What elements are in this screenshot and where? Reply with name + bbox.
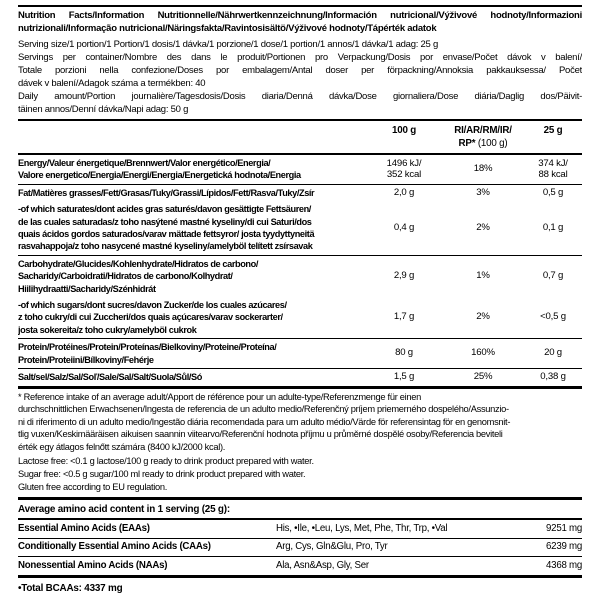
eaa-amount: 9251 mg [546, 522, 582, 534]
energy-value-100g [366, 158, 442, 181]
carbohydrate-ri-value: 1% [476, 270, 490, 282]
energy-value-25g [524, 158, 582, 181]
protein-ri-value: 160% [471, 347, 495, 359]
eaa-label: Essential Amino Acids (EAAs) [18, 522, 150, 534]
caa-list: Arg, Cys, Gln&Glu, Pro, Tyr [276, 541, 388, 553]
footnote-line: ni di riferimento di un adulto medio/Ingestão diária recomendada para um adulto médio/Värde för referensintag för en genomsnit- [18, 416, 511, 427]
saturates-ri-value: 2% [476, 221, 490, 233]
eaa-list: His, •Ile, •Leu, Lys, Met, Phe, Thr, Trp, •Val [276, 522, 448, 534]
saturates-label-line: quais ácidos gordos saturados/varav mättade fettsyror/ josta tyydyttyneitä [18, 229, 315, 240]
daily-amount-line: täinen annos/Denní dávka/Napi adag: 50 g [18, 104, 189, 115]
servings-per-container-line: dávek v balení/Adagok száma a termékben: 40 [18, 78, 206, 89]
saturates-label-line: -of which saturates/dont acides gras saturés/davon gesättigte Fettsäuren/ [18, 204, 311, 215]
sugars-label-line: z toho cukry/di cui Zuccheri/dos quais açúcares/varav sockerarter/ [18, 312, 283, 323]
amino-row-naa [18, 557, 582, 575]
energy-25g-kj: 374 kJ/ [538, 157, 568, 169]
carbohydrate-label-line: Carbohydrate/Glucides/Kohlenhydrate/Hidratos de carbono/ [18, 258, 259, 269]
protein-label [18, 341, 366, 366]
sugars-value-100g: 1,7 g [393, 311, 415, 323]
table-bottom-rule [18, 386, 582, 389]
caa-amount: 6239 mg [546, 541, 582, 553]
serving-size-line: Serving size/1 portion/1 Portion/1 dosis/1 dávka/1 porzione/1 dose/1 portion/1 annos/1 dávka/1 adag: 25 g [18, 39, 439, 50]
servings-per-container-line: Totale porzioni nella confezione/Doses por embalagem/Antal doser per förpackning/Annoksia pakkauksessa/ Počet [18, 65, 582, 76]
protein-value-100g: 80 g [395, 347, 413, 359]
column-header-ri [442, 125, 524, 150]
fat-ri-value: 3% [476, 186, 490, 198]
column-header-25g: 25 g [543, 125, 563, 136]
table-row-fat [18, 185, 582, 201]
carbohydrate-value-25g: 0,7 g [542, 270, 564, 282]
naa-label: Nonessential Amino Acids (NAAs) [18, 559, 168, 571]
total-bcaa-note: •Total BCAAs: 4337 mg [18, 582, 123, 594]
amino-row-eaa [18, 520, 582, 538]
fat-value-100g: 2,0 g [393, 186, 415, 198]
footnote-line: durchschnittlichen Erwachsenen/Ingesta de referencia de un adulto medio/Referenčný príjem priemerného dospelého/Assunzio- [18, 404, 509, 415]
top-rule [18, 5, 582, 7]
title-line: nutrizionali/Informação nutricional/Näringsfakta/Ravintosisältö/Výživové hodnoty/Tápérték adatok [18, 23, 437, 34]
saturates-value-100g: 0,4 g [393, 221, 415, 233]
salt-value-100g: 1,5 g [393, 371, 415, 383]
gluten-free-claim: Gluten free according to EU regulation. [18, 481, 168, 492]
saturates-label-line: rasvahappoja/z toho nasycené mastné kyseliny/amelyböl telített zsírsavak [18, 241, 313, 252]
salt-label-line: Salt/sel/Salz/Sal/Soľ/Sale/Sal/Salt/Suola/Sůl/Só [18, 372, 202, 383]
footnote-line: érték egy átlagos felnőtt számára (8400 kJ/2000 kcal). [18, 441, 226, 452]
saturates-label [18, 203, 366, 253]
sugar-free-claim: Sugar free: <0.5 g sugar/100 ml ready to drink product prepared with water. [18, 469, 306, 480]
salt-value-25g: 0,38 g [540, 371, 566, 383]
footnote-line: tlig vuxen/Keskimääräisen aikuisen saannin viitearvo/Referenční hodnota příjmu u průměrné dospělé osoby/Referencia beviteli [18, 429, 503, 440]
reference-intake-footnote [18, 391, 582, 454]
energy-label-line: Energy/Valeur énergetique/Brennwert/Valor energético/Energia/ [18, 158, 271, 168]
protein-value-25g: 20 g [544, 347, 562, 359]
energy-ri-value: 18% [473, 163, 493, 175]
lactose-free-claim: Lactose free: <0.1 g lactose/100 g ready to drink product prepared with water. [18, 456, 314, 467]
fat-value-25g: 0,5 g [542, 186, 564, 198]
ri-header-line1: RI/AR/RM/IR/ [454, 125, 512, 136]
protein-label-line: Protein/Proteiini/Bílkoviny/Fehérje [18, 354, 154, 365]
title-line: Nutrition Facts/Information Nutritionnelle/Nährwertkennzeichnung/Información nutricional/Výživové hodnoty/Informazioni [18, 10, 582, 21]
caa-label: Conditionally Essential Amino Acids (CAAs) [18, 541, 211, 553]
claims [18, 455, 582, 493]
amino-section-heading: Average amino acid content in 1 serving (25 g): [18, 504, 230, 516]
sugars-value-25g: <0,5 g [540, 311, 566, 323]
ri-basis-label: (100 g) [475, 137, 508, 149]
energy-100g-kj: 1496 kJ/ [386, 157, 422, 169]
saturates-label-line: de las cuales saturadas/z toho nasýtené mastné kyseliny/di cui Saturi/dos [18, 216, 312, 227]
carbohydrate-label-line: Hiilihydraatti/Sacharidy/Szénhidrát [18, 283, 156, 294]
protein-label-line: Protein/Protéines/Protein/Proteínas/Bielkoviny/Proteine/Proteína/ [18, 342, 277, 353]
table-row-salt [18, 369, 582, 385]
ri-rp-label: RP* [458, 137, 476, 149]
energy-label [18, 157, 366, 182]
saturates-value-25g: 0,1 g [542, 221, 564, 233]
sugars-ri-value: 2% [476, 311, 490, 323]
carbohydrate-label-line: Sacharidy/Carboidrati/Hidratos de carbono/Kolhydrat/ [18, 271, 233, 282]
sugars-label [18, 299, 366, 336]
sugars-label-line: josta sokereita/z toho cukry/amelyböl cukrok [18, 324, 197, 335]
servings-per-container-line: Servings per container/Nombre des dans le produit/Portionen pro Verpackung/Dosis por envase/Počet dávok v balení/ [18, 52, 582, 63]
ri-header-line2 [442, 138, 524, 151]
amino-row-caa [18, 539, 582, 557]
table-row-carbohydrate [18, 256, 582, 297]
nutrition-table-header [18, 121, 582, 153]
footnote-line: * Reference intake of an average adult/Apport de référence pour un adulte-type/Referenzmenge für einen [18, 391, 422, 402]
daily-amount-line: Daily amount/Portion journalière/Tagesdosis/Dosis diaria/Denná dávka/Dose giornaliera/Dose diária/Daglig dos/Päivit- [18, 91, 582, 102]
table-row-sugars [18, 297, 582, 338]
table-row-saturates [18, 201, 582, 255]
energy-label-line: Valore energetico/Energia/Energi/Energia/Energetická hodnota/Energia [18, 170, 301, 181]
serving-info [18, 38, 582, 116]
column-header-100g: 100 g [391, 125, 417, 136]
table-row-energy [18, 155, 582, 184]
energy-25g-kcal: 88 kcal [538, 169, 568, 181]
naa-amount: 4368 mg [546, 559, 582, 571]
energy-100g-kcal: 352 kcal [386, 169, 422, 181]
carbohydrate-label [18, 258, 366, 295]
label-title [18, 9, 582, 35]
salt-ri-value: 25% [473, 371, 493, 383]
naa-list: Ala, Asn&Asp, Gly, Ser [276, 559, 369, 571]
fat-label [18, 187, 366, 199]
salt-label [18, 371, 366, 383]
sugars-label-line: -of which sugars/dont sucres/davon Zucker/de los cuales azúcares/ [18, 300, 287, 311]
table-row-protein [18, 339, 582, 368]
fat-label-line: Fat/Matières grasses/Fett/Grasas/Tuky/Grassi/Lípidos/Fett/Rasva/Tuky/Zsír [18, 187, 315, 198]
carbohydrate-value-100g: 2,9 g [393, 270, 415, 282]
